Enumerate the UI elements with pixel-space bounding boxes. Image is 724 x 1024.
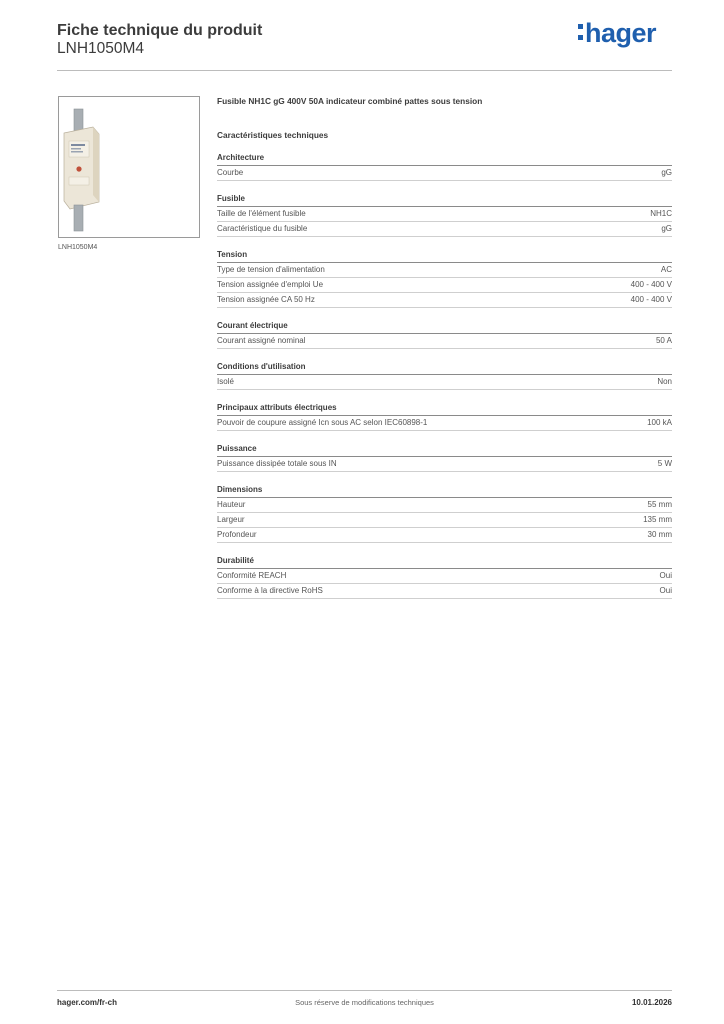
footer-website: hager.com/fr-ch <box>57 998 118 1007</box>
fuse-icon <box>59 97 199 237</box>
page-footer <box>57 990 672 1007</box>
spec-label: Puissance dissipée totale sous IN <box>217 459 337 468</box>
spec-label: Conforme à la directive RoHS <box>217 586 323 595</box>
spec-label: Largeur <box>217 515 245 524</box>
spec-label: Courant assigné nominal <box>217 336 306 345</box>
spec-group-title: Architecture <box>217 153 672 166</box>
spec-group-title: Fusible <box>217 194 672 207</box>
spec-group-title: Dimensions <box>217 485 672 498</box>
spec-value: AC <box>660 265 672 274</box>
spec-value: gG <box>661 168 672 177</box>
spec-group <box>217 485 672 543</box>
spec-label: Pouvoir de coupure assigné Icn sous AC selon IEC60898-1 <box>217 418 428 427</box>
spec-value: Non <box>657 377 672 386</box>
spec-label: Profondeur <box>217 530 257 539</box>
spec-value: 135 mm <box>643 515 672 524</box>
spec-row <box>217 334 672 349</box>
characteristics-heading: Caractéristiques techniques <box>217 130 329 140</box>
spec-label: Type de tension d'alimentation <box>217 265 325 274</box>
spec-value: 55 mm <box>647 500 672 509</box>
spec-group <box>217 444 672 472</box>
footer-date: 10.01.2026 <box>631 998 672 1007</box>
product-reference: LNH1050M4 <box>57 40 145 57</box>
spec-group <box>217 362 672 390</box>
spec-value: Oui <box>659 586 672 595</box>
spec-group-title: Tension <box>217 250 672 263</box>
spec-row <box>217 416 672 431</box>
spec-row <box>217 207 672 222</box>
spec-row <box>217 166 672 181</box>
spec-group-title: Durabilité <box>217 556 672 569</box>
spec-label: Isolé <box>217 377 234 386</box>
spec-label: Tension assignée CA 50 Hz <box>217 295 315 304</box>
spec-value: Oui <box>659 571 672 580</box>
spec-label: Conformité REACH <box>217 571 287 580</box>
spec-row <box>217 584 672 599</box>
spec-group-title: Principaux attributs électriques <box>217 403 672 416</box>
spec-value: 100 kA <box>647 418 672 427</box>
spec-label: Tension assignée d'emploi Ue <box>217 280 324 289</box>
spec-label: Hauteur <box>217 500 246 509</box>
logo-colon-icon <box>578 24 583 40</box>
product-photo <box>58 96 200 238</box>
spec-group-title: Courant électrique <box>217 321 672 334</box>
spec-value: gG <box>661 224 672 233</box>
spec-group <box>217 153 672 181</box>
hager-logo <box>578 18 656 49</box>
spec-row <box>217 375 672 390</box>
spec-label: Courbe <box>217 168 244 177</box>
spec-group <box>217 321 672 349</box>
footer-disclaimer: Sous réserve de modifications techniques <box>295 998 434 1007</box>
spec-group <box>217 403 672 431</box>
spec-group-title: Conditions d'utilisation <box>217 362 672 375</box>
spec-groups <box>217 153 672 599</box>
product-description: Fusible NH1C gG 400V 50A indicateur combiné pattes sous tension <box>217 96 483 106</box>
logo-text: hager <box>584 18 656 48</box>
spec-row <box>217 222 672 237</box>
specification-content <box>217 95 672 599</box>
spec-group-title: Puissance <box>217 444 672 457</box>
spec-label: Caractéristique du fusible <box>217 224 308 233</box>
photo-caption: LNH1050M4 <box>58 244 98 251</box>
page-header <box>57 20 672 71</box>
spec-value: 400 - 400 V <box>630 295 672 304</box>
spec-value: 50 A <box>655 336 672 345</box>
spec-row <box>217 278 672 293</box>
spec-value: 30 mm <box>647 530 672 539</box>
spec-label: Taille de l'élément fusible <box>217 209 306 218</box>
spec-group <box>217 556 672 599</box>
spec-value: 400 - 400 V <box>630 280 672 289</box>
spec-value: NH1C <box>650 209 672 218</box>
spec-row <box>217 457 672 472</box>
page-title: Fiche technique du produit <box>57 22 263 39</box>
spec-row <box>217 498 672 513</box>
spec-row <box>217 569 672 584</box>
spec-row <box>217 513 672 528</box>
spec-row <box>217 293 672 308</box>
spec-group <box>217 250 672 308</box>
spec-group <box>217 194 672 237</box>
spec-row <box>217 528 672 543</box>
spec-row <box>217 263 672 278</box>
spec-value: 5 W <box>657 459 672 468</box>
